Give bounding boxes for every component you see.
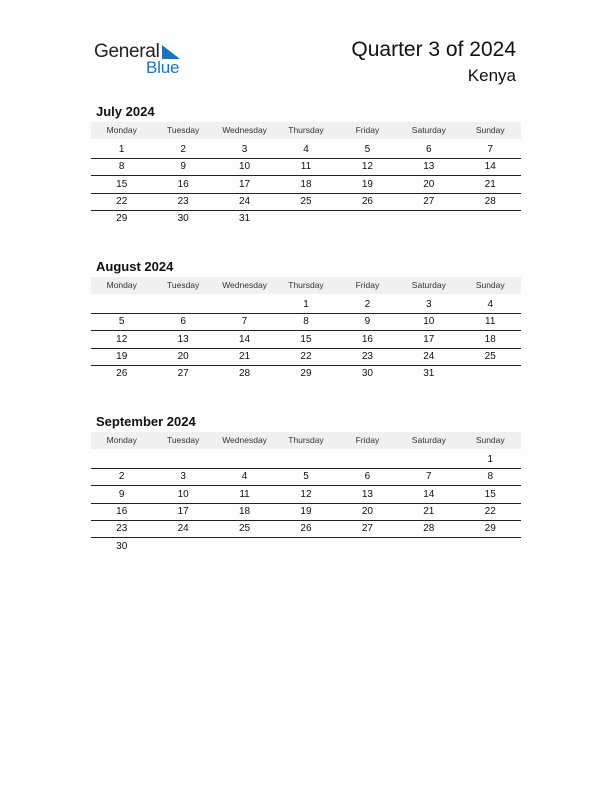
day-cell: 22 — [484, 505, 496, 517]
weekday-label: Saturday — [411, 280, 446, 290]
day-cell — [398, 211, 459, 227]
week-row — [91, 366, 521, 382]
weekday-label: Friday — [355, 435, 380, 445]
day-cell: 9 — [118, 488, 125, 500]
day-cell: 18 — [238, 505, 251, 517]
day-cell: 20 — [361, 505, 373, 517]
day-cell: 14 — [423, 488, 435, 500]
brand-logo — [94, 40, 194, 80]
week-row — [91, 539, 521, 555]
day-cell: 19 — [116, 350, 128, 362]
day-cell — [275, 211, 336, 227]
page-subtitle: Kenya — [467, 66, 516, 85]
day-cell: 29 — [300, 368, 312, 380]
day-cell: 19 — [300, 505, 312, 517]
day-cell: 8 — [118, 161, 125, 173]
day-cell: 20 — [177, 350, 189, 362]
day-cell: 8 — [303, 316, 309, 328]
day-cell: 17 — [238, 178, 251, 190]
day-cell: 24 — [423, 350, 435, 362]
day-cell: 28 — [423, 523, 435, 535]
day-cell: 26 — [361, 195, 373, 207]
week-row — [91, 469, 521, 486]
day-cell: 17 — [423, 333, 435, 345]
day-cell: 13 — [177, 333, 189, 345]
week-row — [91, 177, 521, 194]
month-title: August 2024 — [96, 259, 174, 274]
day-cell: 25 — [484, 350, 496, 362]
weekday-label: Thursday — [288, 435, 324, 445]
day-cell: 14 — [238, 333, 251, 345]
day-cell: 16 — [177, 178, 189, 190]
day-cell — [398, 539, 459, 555]
weekday-label: Thursday — [288, 125, 324, 135]
week-row — [91, 314, 521, 331]
week-row — [91, 142, 521, 159]
day-cell: 21 — [238, 350, 251, 362]
day-cell: 4 — [487, 299, 494, 310]
week-row — [91, 297, 521, 314]
page-title: Quarter 3 of 2024 — [351, 38, 516, 61]
logo-text-general: General — [94, 41, 160, 62]
weekday-label: Saturday — [411, 435, 446, 445]
weekday-header — [91, 277, 521, 294]
day-cell: 27 — [361, 523, 373, 535]
weekday-label: Friday — [355, 280, 380, 290]
day-cell: 30 — [361, 368, 373, 380]
day-cell: 27 — [423, 195, 435, 207]
weekday-label: Monday — [106, 435, 137, 445]
day-cell: 14 — [484, 161, 496, 173]
weekday-label: Monday — [106, 280, 137, 290]
day-cell: 2 — [118, 471, 125, 483]
day-cell: 16 — [116, 505, 128, 517]
day-cell: 22 — [116, 195, 128, 207]
month-title: July 2024 — [96, 104, 155, 119]
week-row — [91, 332, 521, 349]
day-cell: 2 — [180, 144, 186, 155]
day-cell: 5 — [118, 316, 125, 328]
weekday-label: Tuesday — [166, 280, 200, 290]
day-cell: 31 — [238, 213, 251, 225]
day-cell — [337, 211, 398, 227]
day-cell — [337, 539, 398, 555]
weekday-label: Sunday — [475, 435, 505, 445]
day-cell: 22 — [300, 350, 312, 362]
day-cell — [460, 539, 521, 555]
week-row — [91, 504, 521, 521]
day-cell — [152, 297, 213, 313]
day-cell: 12 — [116, 333, 128, 345]
day-cell: 24 — [177, 523, 189, 535]
day-cell: 16 — [361, 333, 373, 345]
day-cell: 11 — [485, 316, 496, 328]
day-cell: 9 — [364, 316, 371, 328]
day-cell: 9 — [180, 161, 186, 173]
week-row — [91, 349, 521, 366]
weekday-label: Wednesday — [222, 435, 267, 445]
day-cell — [275, 539, 336, 555]
day-cell: 3 — [180, 471, 186, 483]
day-cell — [275, 452, 336, 468]
day-cell: 15 — [300, 333, 312, 345]
weekday-label: Saturday — [411, 125, 446, 135]
day-cell: 24 — [238, 195, 251, 207]
weekday-label: Sunday — [475, 280, 505, 290]
day-cell: 28 — [238, 368, 251, 380]
day-cell: 2 — [364, 299, 371, 310]
week-row — [91, 159, 521, 176]
day-cell: 23 — [361, 350, 373, 362]
day-cell: 3 — [241, 144, 248, 155]
day-cell: 12 — [361, 161, 373, 173]
week-row — [91, 487, 521, 504]
day-cell: 25 — [300, 195, 312, 207]
day-cell: 17 — [177, 505, 189, 517]
day-cell: 30 — [116, 540, 128, 552]
day-cell: 7 — [241, 316, 248, 328]
day-cell: 27 — [177, 368, 189, 380]
day-cell — [214, 297, 275, 313]
day-cell: 12 — [300, 488, 312, 500]
weekday-label: Wednesday — [222, 280, 267, 290]
weekday-label: Sunday — [475, 125, 505, 135]
day-cell: 4 — [303, 144, 309, 155]
day-cell: 13 — [423, 161, 435, 173]
week-row — [91, 521, 521, 538]
day-cell — [152, 452, 213, 468]
day-cell: 29 — [116, 213, 128, 225]
week-row — [91, 194, 521, 211]
day-cell — [337, 452, 398, 468]
day-cell: 19 — [361, 178, 373, 190]
day-cell: 8 — [487, 471, 494, 483]
day-cell: 23 — [177, 195, 189, 207]
day-cell — [91, 297, 152, 313]
weekday-header — [91, 122, 521, 139]
day-cell: 11 — [300, 161, 312, 173]
day-cell: 5 — [303, 471, 309, 483]
day-cell: 26 — [116, 368, 128, 380]
weekday-label: Tuesday — [166, 435, 200, 445]
day-cell: 1 — [303, 299, 309, 310]
weekday-label: Friday — [355, 125, 380, 135]
logo-text-blue: Blue — [146, 58, 180, 77]
day-cell: 15 — [484, 488, 496, 500]
weekday-label: Thursday — [288, 280, 324, 290]
day-cell: 21 — [484, 178, 496, 190]
day-cell: 1 — [487, 454, 494, 465]
day-cell: 15 — [116, 178, 128, 190]
day-cell: 20 — [423, 178, 435, 190]
day-cell: 1 — [118, 144, 125, 155]
day-cell — [214, 539, 275, 555]
day-cell: 11 — [239, 488, 250, 500]
day-cell — [460, 366, 521, 382]
day-cell: 6 — [426, 144, 432, 155]
day-cell: 7 — [426, 471, 432, 483]
day-cell: 23 — [116, 523, 128, 535]
week-row — [91, 452, 521, 469]
weekday-header — [91, 432, 521, 449]
day-cell: 6 — [180, 316, 186, 328]
day-cell: 6 — [364, 471, 371, 483]
day-cell: 30 — [177, 213, 189, 225]
month-title: September 2024 — [96, 414, 196, 429]
day-cell: 26 — [300, 523, 312, 535]
day-cell: 10 — [238, 161, 251, 173]
day-cell: 10 — [423, 316, 435, 328]
day-cell: 13 — [361, 488, 373, 500]
day-cell: 28 — [484, 195, 496, 207]
day-cell: 21 — [423, 505, 435, 517]
day-cell — [214, 452, 275, 468]
day-cell: 3 — [426, 299, 432, 310]
day-cell — [398, 452, 459, 468]
week-row — [91, 211, 521, 227]
day-cell: 5 — [364, 144, 371, 155]
weekday-label: Monday — [106, 125, 137, 135]
day-cell: 18 — [484, 333, 496, 345]
day-cell: 29 — [484, 523, 496, 535]
day-cell: 4 — [241, 471, 248, 483]
day-cell: 31 — [423, 368, 435, 380]
day-cell — [152, 539, 213, 555]
day-cell — [460, 211, 521, 227]
day-cell: 18 — [300, 178, 312, 190]
day-cell: 7 — [487, 144, 494, 155]
day-cell — [91, 452, 152, 468]
day-cell: 10 — [177, 488, 189, 500]
weekday-label: Tuesday — [166, 125, 200, 135]
day-cell: 25 — [238, 523, 251, 535]
weekday-label: Wednesday — [222, 125, 267, 135]
